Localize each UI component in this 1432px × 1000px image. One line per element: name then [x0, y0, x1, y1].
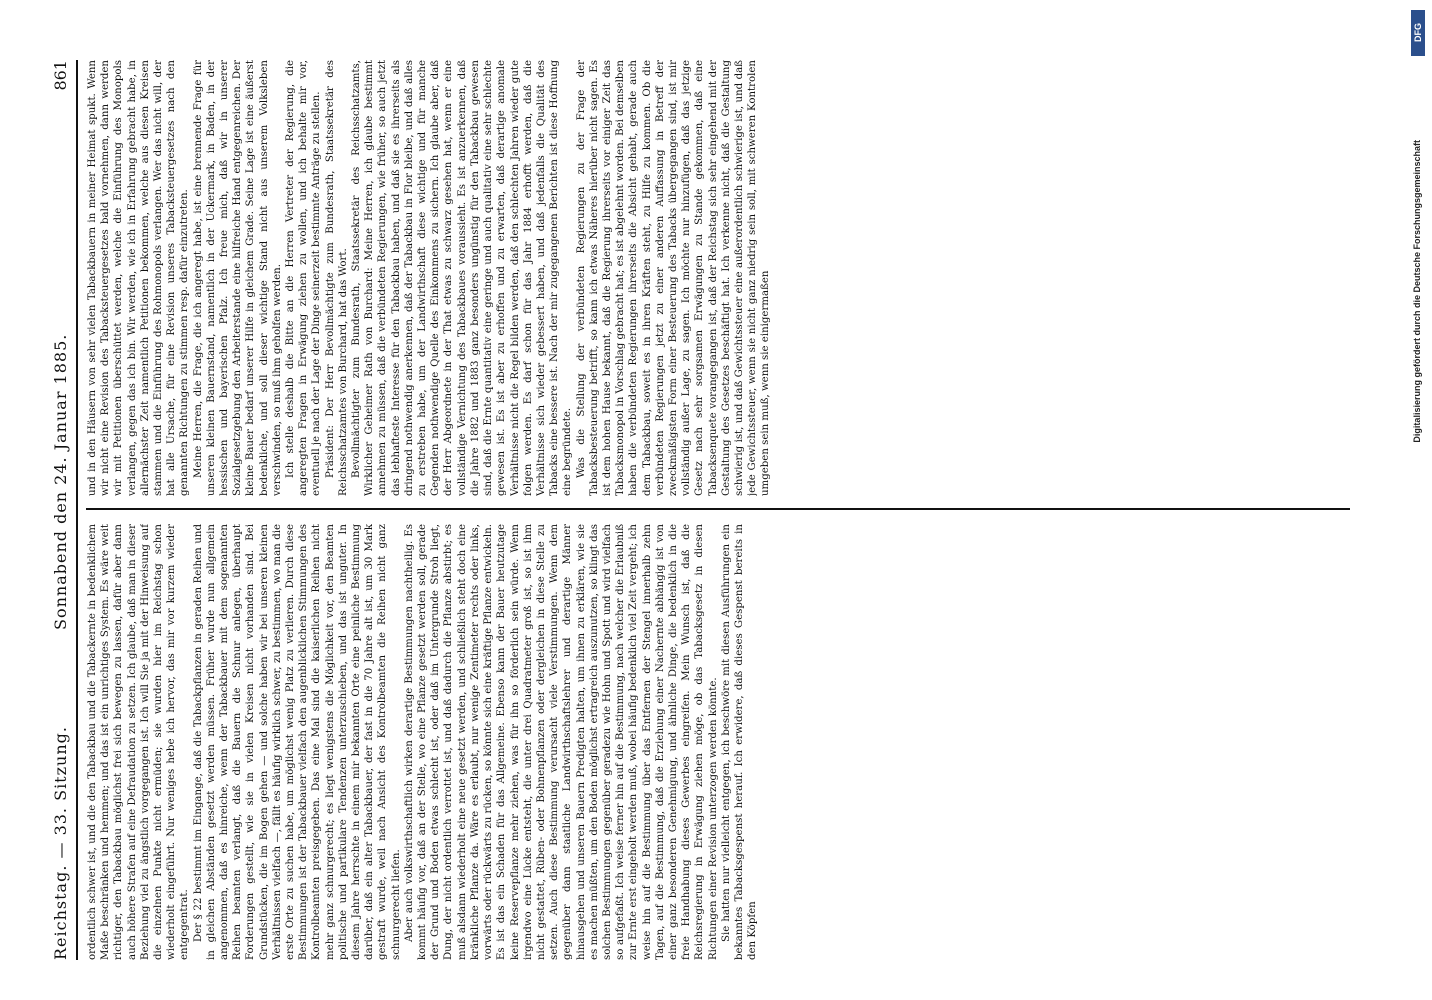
paragraph: Ich stelle deshalb die Bitte an die Herren Vertreter der Regierung, die angeregten Fragen in Erwägung ziehen zu wollen, und ich behalte mir vor, eventuell je nach der Lage der Dinge seinerzeit bestimmte Anträge zu stellen.: [285, 60, 323, 496]
paragraph: Aber auch volkswirthschaftlich wirken derartige Bestimmungen nachtheilig. Es kommt häufig vor, daß an der Stelle, wo eine Pflanze gesetzt werden soll, gerade der Grund und Boden etwas schlecht ist, oder daß im Untergrunde Stroh liegt, Dung, der nicht ordentlich verrottet ist, und daß dadurch die Pflanze abstirbt; es muß alsdann wiederholt eine neue gesetzt werden, und schließlich steht doch eine kränkliche Pflanze da. Wäre es erlaubt, nur wenige Zentimeter rechts oder links, vorwärts oder rückwärts zu rücken, so könnte sich eine kräftige Pflanze entwickeln. Es ist das ein Schaden für das Allgemeine. Ebenso kann der Bauer heutzutage keine Reservepflanze mehr ziehen, was für ihn so förderlich sein würde. Wenn irgendwo eine Lücke entsteht, die unter drei Quadratmeter groß ist, so ist ihm nicht gestattet, Rüben- oder Bohnenpflanzen oder dergleichen in diese Stelle zu setzen. Auch diese Bestimmung verursacht viele Verstimmungen. Wenn dem gegenüber dann staatliche Landwirthschaftslehrer und derartige Männer hinausgehen und unseren Bauern Predigten halten, um ihnen zu erklären, wie sie es machen müßten, um den Boden möglichst ertragreich auszunutzen, so klingt das solchen Bestimmungen gegenüber geradezu wie Hohn und Spott und wird vielfach so aufgefaßt. Ich weise ferner hin auf die Bestimmung, nach welcher die Erlaubniß zur Ernte erst eingeholt werden muß, wobei häufig bedenklich viel Zeit vergeht; ich weise hin auf die Bestimmung über das Entfernen der Stengel innerhalb zehn Tagen, auf die Bestimmung, daß die Erziehung einer Nachernte abhängig ist von einer ganz besonderen Genehmigung, und ähnliche Dinge, die bedenklich in die freie Handhabung dieses Gewerbes eingreifen. Mein Wunsch ist, daß die Reichsregierung in Erwägung ziehen möge, ob das Tabacksgesetz in diesen Richtungen einer Revision unterzogen werden könnte.: [403, 524, 719, 960]
dfg-logo: DFG: [1411, 10, 1425, 56]
paragraph: ordentlich schwer ist, und die den Tabackbau und die Tabackernte in bedenklichem Maße beschränken und hemmen; und das ist ein unrichtiges System. Es wäre weit richtiger, den Tabackbau möglichst frei sich bewegen zu lassen, dafür aber dann auch höhere Strafen auf eine Defraudation zu setzen. Ich glaube, daß man in dieser Beziehung viel zu ängstlich vorgegangen ist. Ich will Sie ja mit der Hinweisung auf die einzelnen Punkte nicht ermüden; sie wurden hier im Reichstag schon wiederholt eingeführt. Nur weniges hebe ich hervor, das mir vor kurzem wieder entgegentrat.: [87, 524, 191, 960]
paragraph: Sie hatten nur vielleicht entgegen, ich beschwöre mit diesen Ausführungen ein bekanntes Tabacksgespenst herauf. Ich erwidere, daß dieses Gespenst bereits in den Köpfen: [720, 524, 759, 960]
text-column-left: [86, 524, 1350, 960]
page-header: [40, 60, 78, 960]
page-number: 861: [51, 60, 70, 91]
column-divider: [86, 508, 1350, 510]
paragraph: Meine Herren, die Frage, die ich angeregt habe, ist eine brennende Frage für unseren kleinen Bauernstand, namentlich in der Uckermark, in Baden, in der hessischen und bayerischen Pfalz. Ich freue mich, daß wir in unserer Sozialgesetzgebung den Arbeiterstande eine hilfreiche Hand entgegenreichen. Der kleine Bauer bedarf unserer Hilfe in gleichem Grade. Seine Lage ist eine äußerst bedenkliche, und soll dieser wichtige Stand nicht aus unserem Volksleben verschwinden, so muß ihm geholfen werden.: [192, 60, 283, 496]
paragraph: Was die Stellung der verbündeten Regierungen zu der Frage der Tabacksbesteuerung betrifft, so kann ich etwas Näheres hierüber nicht sagen. Es ist dem hohen Hause bekannt, daß die Regierung ihrerseits vor einiger Zeit das Tabacksmonopol in Vorschlag gebracht hat; es ist abgelehnt worden. Bei demselben haben die verbündeten Regierungen ihrerseits die Absicht gehabt, gerade auch dem Tabackbau, soweit es in ihren Kräften steht, zu Hilfe zu kommen. Ob die verbündeten Regierungen jetzt zu einer anderen Auffassung in Betreff der zweckmäßigsten Form einer Besteuerung des Tabacks übergegangen sind, ist mir vollständig außer Lage, zu sagen. Ich möchte nur hinzufügen, daß das jetzige Gesetz nach sehr sorgsamen Erwägungen zu Stande gekommen, daß eine Tabacksenquete vorangegangen ist, daß der Reichstag sich sehr eingehend mit der Gestaltung des Gesetzes beschäftigt hat. Ich verkenne nicht, daß die Gestaltung schwierig ist, und daß Gewichtssteuer eine außerordentlich schwierige ist, und daß jede Gewichtssteuer, wenn sie nicht ganz niedrig sein soll, mit schweren Kontrolen umgeben sein muß, wenn sie einigermaßen: [575, 60, 772, 496]
text-column-right: [86, 60, 1350, 496]
header-date: Sonnabend den 24. Januar 1885.: [51, 333, 70, 630]
paragraph: und in den Häusern von sehr vielen Tabackbauern in meiner Heimat spukt. Wenn wir nicht eine Revision des Tabacksteuergesetzes bald vornehmen, dann werden wir mit Petitionen überschüttet werden, welche die Einführung des Monopols verlangen, gegen das ich bin. Wir werden, wie ich in Erfahrung gebracht habe, in allernächster Zeit namentlich Petitionen bekommen, welche aus diesen Kreisen stammen und die Einführung des Rohmonopols verlangen. Wer das nicht will, der hat alle Ursache, für eine Revision unseres Tabacksteuergesetzes nach den genannten Richtungen zu stimmen resp. dafür einzutreten.: [87, 60, 191, 496]
attribution-text: Digitalisierung gefördert durch die Deutsche Forschungsgemeinschaft: [1412, 140, 1422, 443]
header-session-title: Reichstag. — 33. Sitzung.: [51, 726, 70, 960]
paragraph: Der § 22 bestimmt im Eingange, daß die Tabackpflanzen in geraden Reihen und in gleichen Abständen gesetzt werden müssen. Früher wurde nun allgemein angenommen, daß es hinreiche, wenn der Tabackbauer mit dem sogenannten Reihen beamten verlangt, daß die Bauern die Schnur anlegen, überhaupt Forderungen gestellt, wie sie in vielen Kreisen nicht vorhanden sind. Bei Grundstücken, die im Bogen gehen — und solche haben wir bei unseren kleinen Verhältnissen vielfach —, fällt es häufig wirklich schwer, zu bestimmen, wo man die erste Orte zu suchen habe, um möglichst wenig Platz zu verlieren. Durch diese Bestimmungen ist der Tabackbauer vielfach den augenblicklichen Stimmungen des Kontrolbeamten preisgegeben. Das eine Mal sind die kaiserlichen Reihen nicht mehr ganz schnurgerecht; es liegt wenigstens die Möglichkeit vor, den Beamten politische und partikulare Tendenzen unterzuschieben, und das ist unguter. In diesem Jahre herrschte in einem mir bekannten Orte eine peinliche Bestimmung darüber, daß ein alter Tabackbauer, der fast in die 70 Jahre alt ist, um 30 Mark gestraft wurde, weil nach Ansicht des Kontrolbeamten die Reihen nicht ganz schnurgerecht liefen.: [192, 524, 402, 960]
paragraph: Präsident: Der Herr Bevollmächtigte zum Bundesrath, Staatssekretär des Reichsschatzamtes von Burchard, hat das Wort.: [324, 60, 349, 496]
paragraph: Bevollmächtigter zum Bundesrath, Staatssekretär des Reichsschatzamts, Wirklicher Geheimer Rath von Burchard: Meine Herren, ich glaube bestimmt annehmen zu müssen, daß die verbündeten Regierungen, wie früher, so auch jetzt das lebhafteste Interesse für den Tabackbau haben, und daß sie es ihrerseits als dringend nothwendig anerkennen, daß der Tabackbau in Flor bleibe, und daß alles zu erstreben habe, um der Landwirthschaft diese wichtige und für manche Gegenden nothwendige Quelle des Einkommens zu sichern. Ich glaube aber, daß der Herr Abgeordnete in der That etwas zu schwarz gesehen hat, wenn er eine vollständige Vernichtung des Tabackbaues voraussieht. Es ist anzuerkennen, daß die Jahre 1882 und 1883 ganz besonders ungünstig für den Tabackbau gewesen sind, daß die Ernte quantitativ eine geringe und auch qualitativ eine sehr schlechte gewesen ist. Es ist aber zu erhoffen und zu erwarten, daß derartige anomale Verhältnisse nicht die Regel bilden werden, daß den schlechten Jahren wieder gute folgen werden. Es darf schon für das Jahr 1884 erhofft werden, daß die Verhältnisse sich wieder gebessert haben, und daß jedenfalls die Qualität des Tabacks eine bessere ist. Nach der mir zugegangenen Berichten ist diese Hoffnung eine begründete.: [351, 60, 574, 496]
